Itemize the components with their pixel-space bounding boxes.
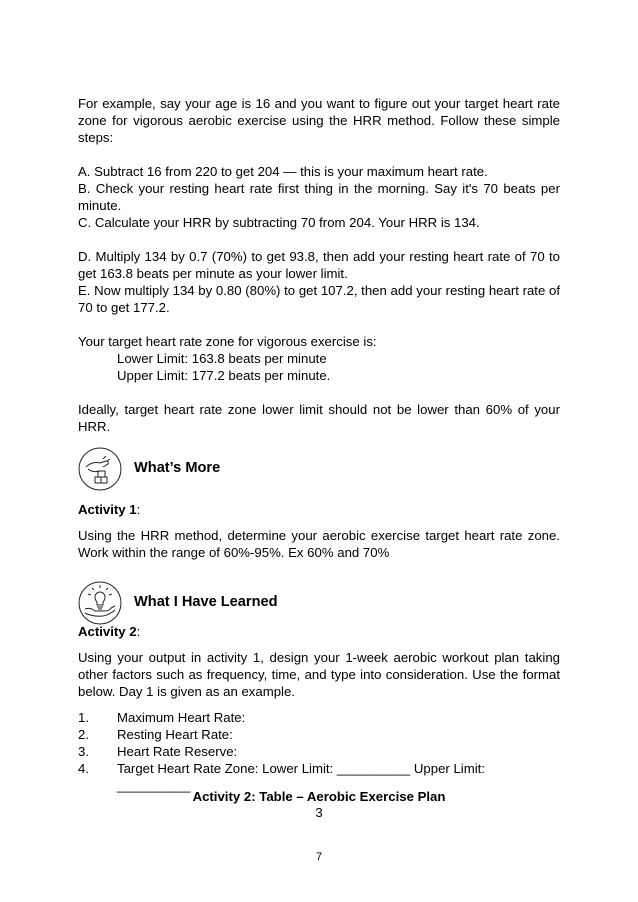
table-caption: Activity 2: Table – Aerobic Exercise Plan xyxy=(192,789,446,804)
ideal-note: Ideally, target heart rate zone lower limit should not be lower than 60% of your HRR. xyxy=(78,402,560,434)
step-c: C. Calculate your HRR by subtracting 70 from 204. Your HRR is 134. xyxy=(78,215,480,230)
whats-more-heading xyxy=(78,445,560,493)
lower-limit-line: Lower Limit: 163.8 beats per minute xyxy=(117,351,327,366)
activity-1-instruction: Using the HRR method, determine your aerobic exercise target heart rate zone. Work within the range of 60%-95%. Ex 60% and 70% xyxy=(78,528,560,560)
activity-1-label: Activity 1: xyxy=(78,502,141,517)
zone-intro: Your target heart rate zone for vigorous exercise is: xyxy=(78,334,377,349)
list-item: 4. Target Heart Rate Zone: Lower Limit: __________ Upper Limit: __________ xyxy=(78,761,485,793)
activity-2-instruction: Using your output in activity 1, design your 1-week aerobic workout plan taking other factors such as frequency, time, and type into consideration. Use the format below. Day 1 is given as an example. xyxy=(78,650,560,699)
page-number: 7 xyxy=(315,851,323,863)
list-item: 1. Maximum Heart Rate: xyxy=(78,710,246,725)
step-d: D. Multiply 134 by 0.7 (70%) to get 93.8, then add your resting heart rate of 70 to get 163.8 beats per minute as your lower limit. xyxy=(78,249,560,281)
lightbulb-in-hand-icon xyxy=(76,579,124,627)
hand-with-blocks-icon xyxy=(76,445,124,493)
step-a: A. Subtract 16 from 220 to get 204 — this is your maximum heart rate. xyxy=(78,164,488,179)
learned-heading xyxy=(78,579,560,627)
step-b: B. Check your resting heart rate first thing in the morning. Say it's 70 beats per minute. xyxy=(78,181,560,213)
activity-2-label: Activity 2: xyxy=(78,624,141,639)
whats-more-title: What’s More xyxy=(134,460,221,476)
upper-limit-line: Upper Limit: 177.2 beats per minute. xyxy=(117,368,331,383)
table-number: 3 xyxy=(315,805,323,820)
learned-title: What I Have Learned xyxy=(134,594,278,610)
example-paragraph: For example, say your age is 16 and you want to figure out your target heart rate zone for vigorous aerobic exercise using the HRR method. Follow these simple steps: xyxy=(78,96,560,145)
list-item: 2. Resting Heart Rate: xyxy=(78,727,233,742)
step-e: E. Now multiply 134 by 0.80 (80%) to get 107.2, then add your resting heart rate of 70 to get 177.2. xyxy=(78,283,560,315)
plan-fields-list xyxy=(78,709,560,794)
page-content xyxy=(78,95,560,794)
list-item: 3. Heart Rate Reserve: xyxy=(78,744,238,759)
